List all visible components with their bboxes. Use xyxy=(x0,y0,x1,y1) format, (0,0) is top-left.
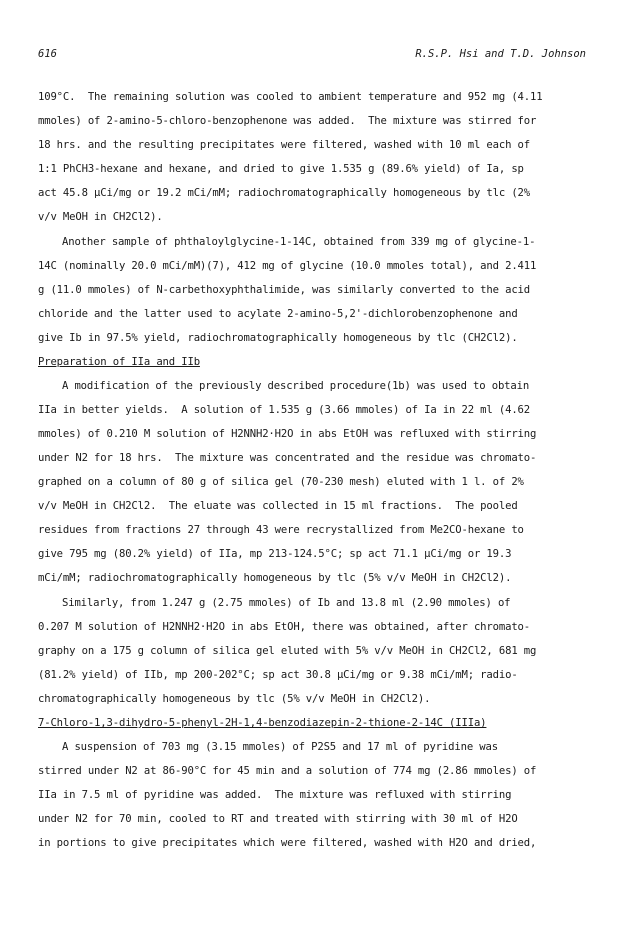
body-line: give 795 mg (80.2% yield) of IIa, mp 213-124.5°C; sp act 71.1 µCi/mg or 19.3 xyxy=(38,548,512,560)
body-line: g (11.0 mmoles) of N-carbethoxyphthalimide, was similarly converted to the acid xyxy=(38,284,531,296)
body-line: Similarly, from 1.247 g (2.75 mmoles) of Ib and 13.8 ml (2.90 mmoles) of xyxy=(62,597,511,609)
body-line: A modification of the previously described procedure(1b) was used to obtain xyxy=(62,380,530,392)
body-line: (81.2% yield) of IIb, mp 200-202°C; sp act 30.8 µCi/mg or 9.38 mCi/mM; radio- xyxy=(38,669,518,681)
body-line: v/v MeOH in CH2Cl2). xyxy=(38,211,163,223)
body-line: Another sample of phthaloylglycine-1-14C, obtained from 339 mg of glycine-1- xyxy=(62,236,536,248)
section-heading: 7-Chloro-1,3-dihydro-5-phenyl-2H-1,4-benzodiazepin-2-thione-2-14C (IIIa) xyxy=(38,717,487,729)
body-line: act 45.8 µCi/mg or 19.2 mCi/mM; radiochromatographically homogeneous by tlc (2% xyxy=(38,187,531,199)
body-line: IIa in better yields. A solution of 1.535 g (3.66 mmoles) of Ia in 22 ml (4.62 xyxy=(38,404,531,416)
body-line: IIa in 7.5 ml of pyridine was added. The mixture was refluxed with stirring xyxy=(38,789,512,801)
body-line: residues from fractions 27 through 43 were recrystallized from Me2CO-hexane to xyxy=(38,524,524,536)
body-line: give Ib in 97.5% yield, radiochromatographically homogeneous by tlc (CH2Cl2). xyxy=(38,332,518,344)
body-line: mmoles) of 0.210 M solution of H2NNH2·H2O in abs EtOH was refluxed with stirring xyxy=(38,428,537,440)
body-line: 14C (nominally 20.0 mCi/mM)(7), 412 mg of glycine (10.0 mmoles total), and 2.411 xyxy=(38,260,537,272)
section-heading: Preparation of IIa and IIb xyxy=(38,356,200,368)
body-line: in portions to give precipitates which were filtered, washed with H2O and dried, xyxy=(38,837,537,849)
body-line: stirred under N2 at 86-90°C for 45 min and a solution of 774 mg (2.86 mmoles) of xyxy=(38,765,537,777)
body-line: mmoles) of 2-amino-5-chloro-benzophenone was added. The mixture was stirred for xyxy=(38,115,537,127)
page-number: 616 xyxy=(38,48,57,60)
body-line: graphy on a 175 g column of silica gel eluted with 5% v/v MeOH in CH2Cl2, 681 mg xyxy=(38,645,537,657)
body-line: under N2 for 18 hrs. The mixture was concentrated and the residue was chromato- xyxy=(38,452,537,464)
body-line: chloride and the latter used to acylate 2-amino-5,2'-dichlorobenzophenone and xyxy=(38,308,518,320)
body-line: under N2 for 70 min, cooled to RT and treated with stirring with 30 ml of H2O xyxy=(38,813,518,825)
body-line: graphed on a column of 80 g of silica gel (70-230 mesh) eluted with 1 l. of 2% xyxy=(38,476,524,488)
body-line: chromatographically homogeneous by tlc (5% v/v MeOH in CH2Cl2). xyxy=(38,693,431,705)
body-line: 18 hrs. and the resulting precipitates were filtered, washed with 10 ml each of xyxy=(38,139,531,151)
body-line: mCi/mM; radiochromatographically homogeneous by tlc (5% v/v MeOH in CH2Cl2). xyxy=(38,572,512,584)
body-line: 109°C. The remaining solution was cooled to ambient temperature and 952 mg (4.11 xyxy=(38,91,543,103)
body-line: 0.207 M solution of H2NNH2·H2O in abs EtOH, there was obtained, after chromato- xyxy=(38,621,531,633)
body-line: v/v MeOH in CH2Cl2. The eluate was collected in 15 ml fractions. The pooled xyxy=(38,500,518,512)
running-head: R.S.P. Hsi and T.D. Johnson xyxy=(415,48,586,60)
body-line: 1:1 PhCH3-hexane and hexane, and dried to give 1.535 g (89.6% yield) of Ia, sp xyxy=(38,163,524,175)
body-line: A suspension of 703 mg (3.15 mmoles) of P2S5 and 17 ml of pyridine was xyxy=(62,741,498,753)
